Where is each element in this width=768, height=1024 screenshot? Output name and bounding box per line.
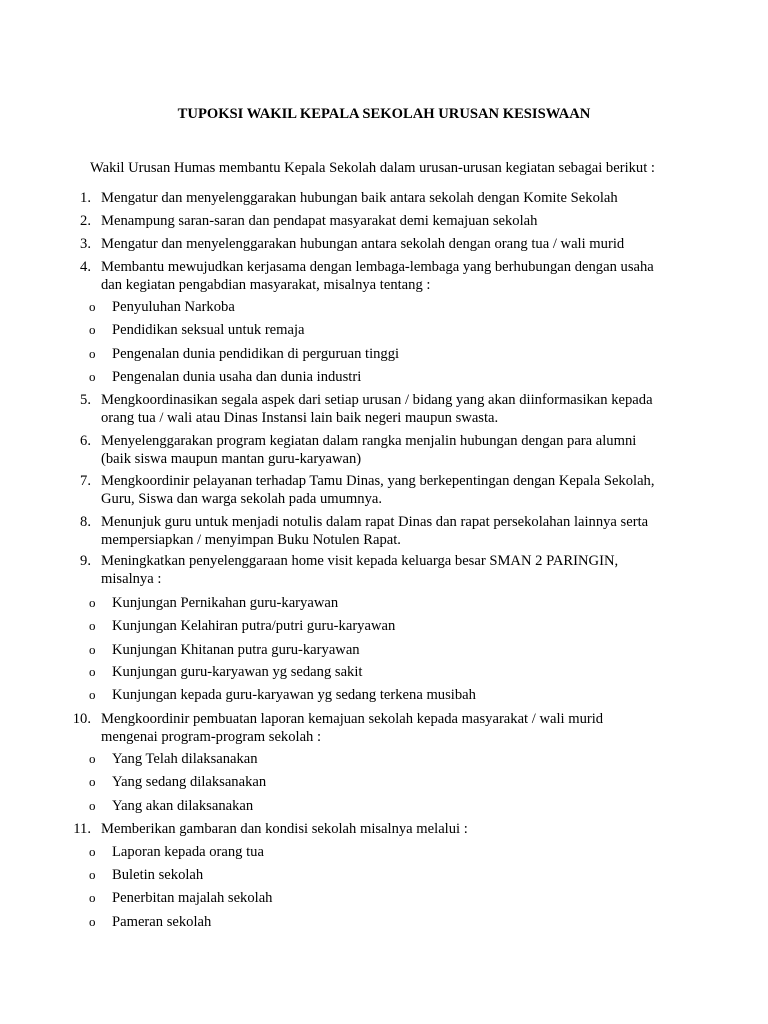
sub-list-item: Kunjungan kepada guru-karyawan yg sedang terkena musibah xyxy=(112,687,476,703)
list-item-text: Mengatur dan menyelenggarakan hubungan baik antara sekolah dengan Komite Sekolah xyxy=(101,190,618,206)
list-item-text: orang tua / wali atau Dinas Instansi lain baik negeri maupun swasta. xyxy=(101,410,499,426)
sub-list-item: Pendidikan seksual untuk remaja xyxy=(112,322,305,338)
bullet-marker-icon: o xyxy=(89,299,96,314)
list-item-number: 6. xyxy=(80,433,91,449)
list-item-text: Guru, Siswa dan warga sekolah pada umumnya. xyxy=(101,491,383,507)
bullet-marker-icon: o xyxy=(89,844,96,859)
sub-list-item: Kunjungan Kelahiran putra/putri guru-karyawan xyxy=(112,618,396,634)
sub-list-item: Penyuluhan Narkoba xyxy=(112,299,235,315)
list-item-number: 8. xyxy=(80,514,91,530)
sub-list-item: Laporan kepada orang tua xyxy=(112,844,264,860)
sub-list-item: Pengenalan dunia pendidikan di perguruan tinggi xyxy=(112,346,400,362)
bullet-marker-icon: o xyxy=(89,322,96,337)
bullet-marker-icon: o xyxy=(89,798,96,813)
list-item-text: Meningkatkan penyelenggaraan home visit kepada keluarga besar SMAN 2 PARINGIN, xyxy=(101,553,619,569)
bullet-marker-icon: o xyxy=(89,687,96,702)
sub-list-item: Kunjungan Khitanan putra guru-karyawan xyxy=(112,642,360,658)
document-title: TUPOKSI WAKIL KEPALA SEKOLAH URUSAN KESISWAAN xyxy=(177,106,591,122)
list-item-text: Mengatur dan menyelenggarakan hubungan antara sekolah dengan orang tua / wali murid xyxy=(101,236,625,252)
bullet-marker-icon: o xyxy=(89,346,96,361)
sub-list-item: Kunjungan guru-karyawan yg sedang sakit xyxy=(112,664,363,680)
list-item-number: 5. xyxy=(80,392,91,408)
list-item-text: dan kegiatan pengabdian masyarakat, misalnya tentang : xyxy=(101,277,431,293)
bullet-marker-icon: o xyxy=(89,618,96,633)
bullet-marker-icon: o xyxy=(89,774,96,789)
list-item-text: mempersiapkan / menyimpan Buku Notulen Rapat. xyxy=(101,532,401,548)
bullet-marker-icon: o xyxy=(89,595,96,610)
list-item-number: 2. xyxy=(80,213,91,229)
sub-list-item: Penerbitan majalah sekolah xyxy=(112,890,273,906)
sub-list-item: Pameran sekolah xyxy=(112,914,212,930)
sub-list-item: Kunjungan Pernikahan guru-karyawan xyxy=(112,595,339,611)
bullet-marker-icon: o xyxy=(89,369,96,384)
sub-list-item: Pengenalan dunia usaha dan dunia industri xyxy=(112,369,362,385)
list-item-text: (baik siswa maupun mantan guru-karyawan) xyxy=(101,451,362,467)
list-item-text: Menunjuk guru untuk menjadi notulis dalam rapat Dinas dan rapat persekolahan lainnya serta xyxy=(101,514,649,530)
sub-list-item: Yang sedang dilaksanakan xyxy=(112,774,267,790)
list-item-number: 11. xyxy=(73,821,91,837)
list-item-text: mengenai program-program sekolah : xyxy=(101,729,322,745)
sub-list-item: Yang akan dilaksanakan xyxy=(112,798,254,814)
bullet-marker-icon: o xyxy=(89,914,96,929)
list-item-number: 3. xyxy=(80,236,91,252)
list-item-text: Mengkoordinasikan segala aspek dari setiap urusan / bidang yang akan diinformasikan kepada xyxy=(101,392,653,408)
list-item-text: Menampung saran-saran dan pendapat masyarakat demi kemajuan sekolah xyxy=(101,213,538,229)
sub-list-item: Yang Telah dilaksanakan xyxy=(112,751,258,767)
list-item-number: 7. xyxy=(80,473,91,489)
list-item-text: Menyelenggarakan program kegiatan dalam rangka menjalin hubungan dengan para alumni xyxy=(101,433,637,449)
list-item-number: 9. xyxy=(80,553,91,569)
list-item-number: 4. xyxy=(80,259,91,275)
bullet-marker-icon: o xyxy=(89,664,96,679)
sub-list-item: Buletin sekolah xyxy=(112,867,204,883)
list-item-number: 1. xyxy=(80,190,91,206)
bullet-marker-icon: o xyxy=(89,867,96,882)
list-item-text: Mengkoordinir pelayanan terhadap Tamu Dinas, yang berkepentingan dengan Kepala Sekolah, xyxy=(101,473,655,489)
list-item-number: 10. xyxy=(72,711,91,727)
list-item-text: Memberikan gambaran dan kondisi sekolah misalnya melalui : xyxy=(101,821,468,837)
bullet-marker-icon: o xyxy=(89,890,96,905)
list-item-text: misalnya : xyxy=(101,571,162,587)
list-item-text: Membantu mewujudkan kerjasama dengan lembaga-lembaga yang berhubungan dengan usaha xyxy=(101,259,654,275)
bullet-marker-icon: o xyxy=(89,642,96,657)
list-item-text: Mengkoordinir pembuatan laporan kemajuan sekolah kepada masyarakat / wali murid xyxy=(101,711,604,727)
bullet-marker-icon: o xyxy=(89,751,96,766)
intro-paragraph: Wakil Urusan Humas membantu Kepala Sekolah dalam urusan-urusan kegiatan sebagai berikut : xyxy=(90,160,655,176)
